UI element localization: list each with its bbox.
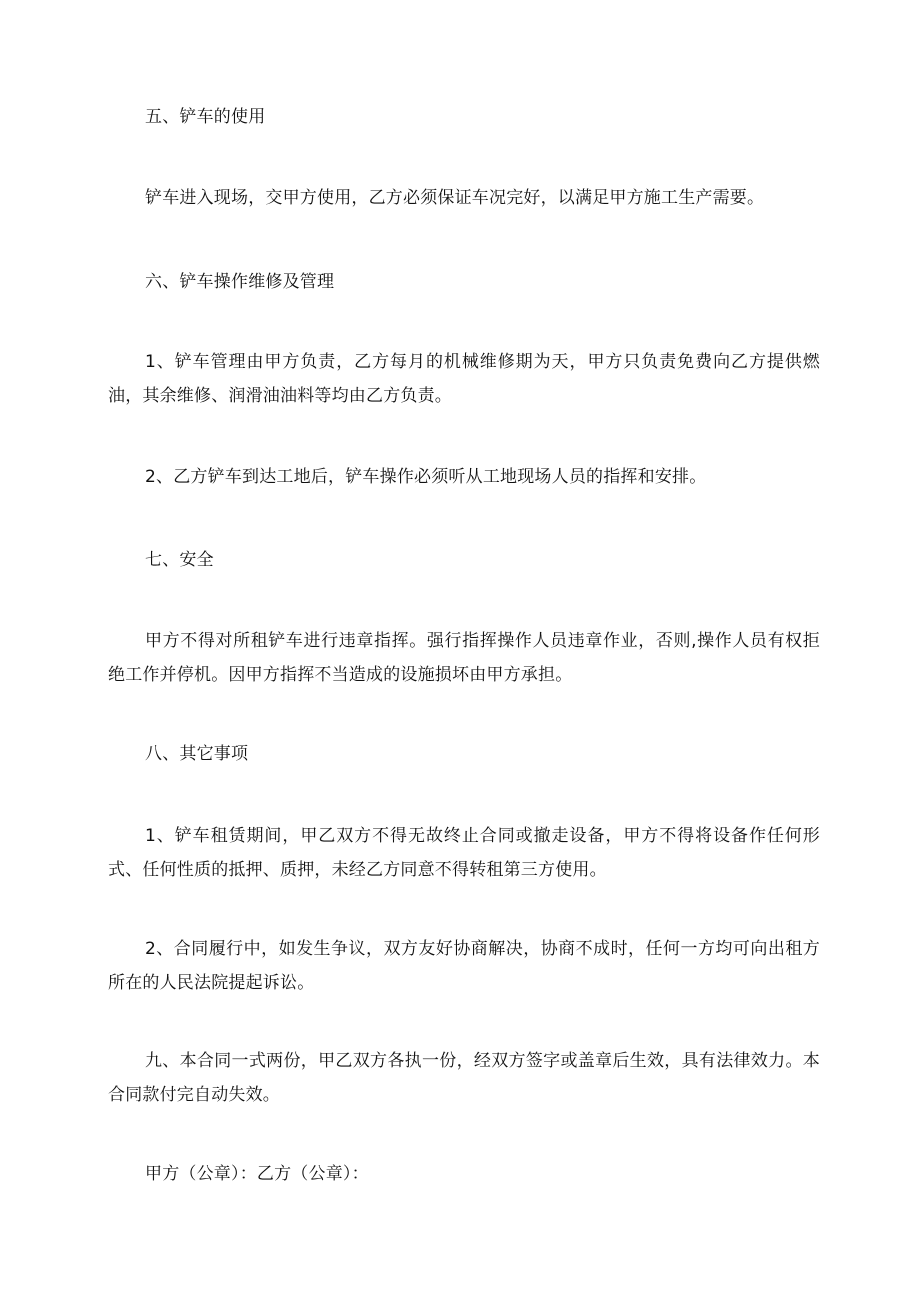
- section-9-body: 九、本合同一式两份，甲乙双方各执一份，经双方签字或盖章后生效，具有法律效力。本合同款付完自动失效。: [108, 1051, 820, 1105]
- section-7-heading: 七、安全: [145, 550, 214, 570]
- section-5-heading: 五、铲车的使用: [145, 107, 266, 127]
- section-8-item-1: 1、铲车租赁期间，甲乙双方不得无故终止合同或撤走设备，甲方不得将设备作任何形式、任何性质的抵押、质押，未经乙方同意不得转租第三方使用。: [108, 826, 820, 880]
- signature-line: 甲方（公章）：乙方（公章）：: [145, 1164, 369, 1184]
- section-8-heading: 八、其它事项: [145, 744, 249, 764]
- section-6-item-2: 2、乙方铲车到达工地后，铲车操作必须听从工地现场人员的指挥和安排。: [145, 467, 707, 487]
- section-7-body: 甲方不得对所租铲车进行违章指挥。强行指挥操作人员违章作业，否则,操作人员有权拒绝工作并停机。因甲方指挥不当造成的设施损坏由甲方承担。: [108, 631, 820, 685]
- section-6-item-1: 1、铲车管理由甲方负责，乙方每月的机械维修期为天，甲方只负责免费向乙方提供燃油，其余维修、润滑油油料等均由乙方负责。: [108, 352, 820, 406]
- section-6-heading: 六、铲车操作维修及管理: [145, 272, 335, 292]
- section-5-body: 铲车进入现场，交甲方使用，乙方必须保证车况完好，以满足甲方施工生产需要。: [145, 188, 765, 208]
- section-8-item-2: 2、合同履行中，如发生争议，双方友好协商解决，协商不成时，任何一方均可向出租方所在的人民法院提起诉讼。: [108, 939, 820, 993]
